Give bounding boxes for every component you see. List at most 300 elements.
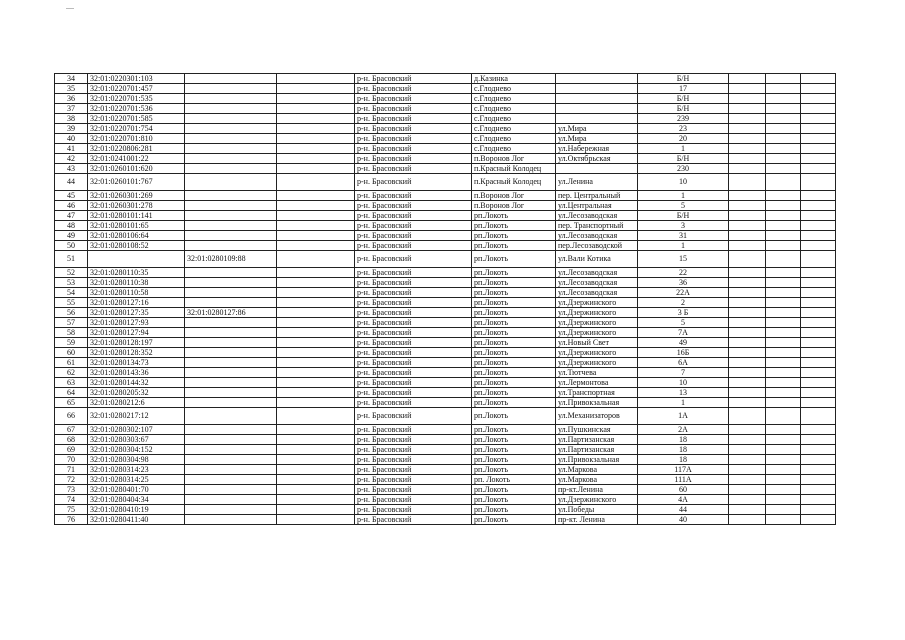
district: р-н. Брасовский bbox=[355, 84, 472, 94]
empty-cell bbox=[277, 515, 355, 525]
locality: с.Глоднево bbox=[472, 144, 556, 154]
empty-cell bbox=[729, 174, 766, 191]
district: р-н. Брасовский bbox=[355, 398, 472, 408]
empty-cell bbox=[729, 231, 766, 241]
street bbox=[556, 104, 638, 114]
house-number: Б/Н bbox=[638, 74, 729, 84]
table-row bbox=[55, 465, 836, 475]
row-number: 57 bbox=[55, 318, 88, 328]
empty-cell bbox=[729, 241, 766, 251]
house-number: 1 bbox=[638, 191, 729, 201]
empty-cell bbox=[277, 221, 355, 231]
empty-cell bbox=[277, 134, 355, 144]
empty-cell bbox=[801, 268, 836, 278]
house-number: 36 bbox=[638, 278, 729, 288]
empty-cell bbox=[729, 164, 766, 174]
table-row bbox=[55, 455, 836, 465]
house-number: 2А bbox=[638, 425, 729, 435]
table-row bbox=[55, 201, 836, 211]
street: ул.Дзержинского bbox=[556, 495, 638, 505]
table-row bbox=[55, 231, 836, 241]
empty-cell bbox=[729, 288, 766, 298]
row-number: 58 bbox=[55, 328, 88, 338]
empty-cell bbox=[766, 164, 801, 174]
empty-cell bbox=[277, 358, 355, 368]
street: ул.Маркова bbox=[556, 475, 638, 485]
cadastral-number-alt bbox=[185, 475, 277, 485]
empty-cell bbox=[277, 445, 355, 455]
row-number: 65 bbox=[55, 398, 88, 408]
empty-cell bbox=[277, 114, 355, 124]
locality: рп.Локоть bbox=[472, 505, 556, 515]
empty-cell bbox=[729, 74, 766, 84]
registry-rows bbox=[55, 74, 836, 525]
cadastral-number: 32:01:0220701:536 bbox=[88, 104, 185, 114]
empty-cell bbox=[801, 201, 836, 211]
street bbox=[556, 74, 638, 84]
empty-cell bbox=[277, 338, 355, 348]
empty-cell bbox=[801, 174, 836, 191]
table-row bbox=[55, 114, 836, 124]
street: ул.Дзержинского bbox=[556, 348, 638, 358]
cadastral-number: 32:01:0280144:32 bbox=[88, 378, 185, 388]
table-row bbox=[55, 358, 836, 368]
district: р-н. Брасовский bbox=[355, 231, 472, 241]
street: ул.Лесозаводская bbox=[556, 288, 638, 298]
empty-cell bbox=[277, 84, 355, 94]
district: р-н. Брасовский bbox=[355, 455, 472, 465]
row-number: 71 bbox=[55, 465, 88, 475]
empty-cell bbox=[277, 465, 355, 475]
empty-cell bbox=[801, 455, 836, 465]
cadastral-number-alt bbox=[185, 425, 277, 435]
cadastral-number: 32:01:0260101:767 bbox=[88, 174, 185, 191]
street: ул.Пушкинская bbox=[556, 425, 638, 435]
empty-cell bbox=[801, 338, 836, 348]
district: р-н. Брасовский bbox=[355, 378, 472, 388]
district: р-н. Брасовский bbox=[355, 298, 472, 308]
cadastral-number: 32:01:0220806:281 bbox=[88, 144, 185, 154]
row-number: 42 bbox=[55, 154, 88, 164]
street: ул.Лесозаводская bbox=[556, 211, 638, 221]
empty-cell bbox=[801, 318, 836, 328]
row-number: 34 bbox=[55, 74, 88, 84]
district: р-н. Брасовский bbox=[355, 425, 472, 435]
district: р-н. Брасовский bbox=[355, 191, 472, 201]
locality: рп.Локоть bbox=[472, 378, 556, 388]
street: ул.Механизаторов bbox=[556, 408, 638, 425]
locality: п.Красный Колодец bbox=[472, 164, 556, 174]
empty-cell bbox=[801, 388, 836, 398]
row-number: 44 bbox=[55, 174, 88, 191]
table-row bbox=[55, 378, 836, 388]
empty-cell bbox=[801, 114, 836, 124]
empty-cell bbox=[766, 515, 801, 525]
row-number: 45 bbox=[55, 191, 88, 201]
row-number: 62 bbox=[55, 368, 88, 378]
empty-cell bbox=[801, 154, 836, 164]
district: р-н. Брасовский bbox=[355, 288, 472, 298]
district: р-н. Брасовский bbox=[355, 124, 472, 134]
empty-cell bbox=[277, 425, 355, 435]
district: р-н. Брасовский bbox=[355, 348, 472, 358]
empty-cell bbox=[729, 445, 766, 455]
empty-cell bbox=[801, 104, 836, 114]
district: р-н. Брасовский bbox=[355, 475, 472, 485]
empty-cell bbox=[766, 398, 801, 408]
cadastral-number-alt bbox=[185, 368, 277, 378]
row-number: 63 bbox=[55, 378, 88, 388]
house-number: 13 bbox=[638, 388, 729, 398]
table-row bbox=[55, 495, 836, 505]
locality: рп.Локоть bbox=[472, 368, 556, 378]
street: ул.Набережная bbox=[556, 144, 638, 154]
empty-cell bbox=[801, 74, 836, 84]
street bbox=[556, 164, 638, 174]
empty-cell bbox=[801, 231, 836, 241]
table-row bbox=[55, 268, 836, 278]
cadastral-number-alt bbox=[185, 378, 277, 388]
street bbox=[556, 114, 638, 124]
cadastral-number-alt bbox=[185, 338, 277, 348]
cadastral-number bbox=[88, 251, 185, 268]
street: ул.Партизанская bbox=[556, 445, 638, 455]
row-number: 61 bbox=[55, 358, 88, 368]
empty-cell bbox=[766, 94, 801, 104]
cadastral-number: 32:01:0280127:94 bbox=[88, 328, 185, 338]
street: пр-кт. Ленина bbox=[556, 515, 638, 525]
street: ул.Победы bbox=[556, 505, 638, 515]
empty-cell bbox=[766, 408, 801, 425]
empty-cell bbox=[729, 201, 766, 211]
empty-cell bbox=[801, 211, 836, 221]
empty-cell bbox=[277, 495, 355, 505]
empty-cell bbox=[801, 435, 836, 445]
table-row bbox=[55, 288, 836, 298]
district: р-н. Брасовский bbox=[355, 435, 472, 445]
cadastral-number: 32:01:0280127:35 bbox=[88, 308, 185, 318]
table-row bbox=[55, 251, 836, 268]
row-number: 67 bbox=[55, 425, 88, 435]
street: ул.Транспортная bbox=[556, 388, 638, 398]
district: р-н. Брасовский bbox=[355, 134, 472, 144]
cadastral-number: 32:01:0280101:65 bbox=[88, 221, 185, 231]
empty-cell bbox=[766, 241, 801, 251]
locality: рп.Локоть bbox=[472, 485, 556, 495]
row-number: 54 bbox=[55, 288, 88, 298]
empty-cell bbox=[801, 445, 836, 455]
empty-cell bbox=[729, 318, 766, 328]
empty-cell bbox=[766, 154, 801, 164]
house-number: 10 bbox=[638, 174, 729, 191]
table-row bbox=[55, 348, 836, 358]
house-number: 22А bbox=[638, 288, 729, 298]
district: р-н. Брасовский bbox=[355, 465, 472, 475]
empty-cell bbox=[277, 308, 355, 318]
locality: рп.Локоть bbox=[472, 515, 556, 525]
district: р-н. Брасовский bbox=[355, 154, 472, 164]
empty-cell bbox=[801, 251, 836, 268]
house-number: 111А bbox=[638, 475, 729, 485]
house-number: 18 bbox=[638, 435, 729, 445]
empty-cell bbox=[766, 445, 801, 455]
table-row bbox=[55, 174, 836, 191]
registry-table bbox=[54, 73, 836, 525]
table-row bbox=[55, 74, 836, 84]
table-row bbox=[55, 475, 836, 485]
cadastral-number-alt bbox=[185, 241, 277, 251]
street: ул.Октябрьская bbox=[556, 154, 638, 164]
house-number: 15 bbox=[638, 251, 729, 268]
table-row bbox=[55, 398, 836, 408]
scan-mark bbox=[66, 8, 74, 9]
empty-cell bbox=[801, 408, 836, 425]
empty-cell bbox=[766, 338, 801, 348]
empty-cell bbox=[277, 398, 355, 408]
row-number: 70 bbox=[55, 455, 88, 465]
street bbox=[556, 84, 638, 94]
house-number: Б/Н bbox=[638, 94, 729, 104]
empty-cell bbox=[729, 378, 766, 388]
locality: п.Воронов Лог bbox=[472, 154, 556, 164]
locality: рп.Локоть bbox=[472, 328, 556, 338]
table-row bbox=[55, 425, 836, 435]
table-row bbox=[55, 94, 836, 104]
district: р-н. Брасовский bbox=[355, 201, 472, 211]
empty-cell bbox=[277, 505, 355, 515]
locality: с.Глоднево bbox=[472, 124, 556, 134]
cadastral-number-alt bbox=[185, 164, 277, 174]
locality: рп.Локоть bbox=[472, 455, 556, 465]
table-row bbox=[55, 445, 836, 455]
empty-cell bbox=[766, 251, 801, 268]
cadastral-number-alt bbox=[185, 445, 277, 455]
locality: рп.Локоть bbox=[472, 435, 556, 445]
row-number: 69 bbox=[55, 445, 88, 455]
empty-cell bbox=[729, 134, 766, 144]
cadastral-number-alt bbox=[185, 318, 277, 328]
empty-cell bbox=[801, 425, 836, 435]
cadastral-number: 32:01:0280304:152 bbox=[88, 445, 185, 455]
row-number: 68 bbox=[55, 435, 88, 445]
row-number: 35 bbox=[55, 84, 88, 94]
cadastral-number-alt bbox=[185, 114, 277, 124]
row-number: 66 bbox=[55, 408, 88, 425]
empty-cell bbox=[766, 505, 801, 515]
empty-cell bbox=[277, 455, 355, 465]
empty-cell bbox=[277, 298, 355, 308]
empty-cell bbox=[277, 318, 355, 328]
row-number: 75 bbox=[55, 505, 88, 515]
table-row bbox=[55, 144, 836, 154]
locality: с.Глоднево bbox=[472, 104, 556, 114]
house-number: 1 bbox=[638, 398, 729, 408]
empty-cell bbox=[729, 94, 766, 104]
empty-cell bbox=[729, 144, 766, 154]
locality: рп.Локоть bbox=[472, 251, 556, 268]
cadastral-number-alt bbox=[185, 74, 277, 84]
locality: рп.Локоть bbox=[472, 318, 556, 328]
empty-cell bbox=[766, 465, 801, 475]
district: р-н. Брасовский bbox=[355, 318, 472, 328]
locality: д.Казинка bbox=[472, 74, 556, 84]
row-number: 41 bbox=[55, 144, 88, 154]
street: ул.Новый Свет bbox=[556, 338, 638, 348]
cadastral-number: 32:01:0220701:535 bbox=[88, 94, 185, 104]
empty-cell bbox=[766, 435, 801, 445]
street: ул.Дзержинского bbox=[556, 358, 638, 368]
empty-cell bbox=[277, 124, 355, 134]
cadastral-number-alt bbox=[185, 288, 277, 298]
cadastral-number: 32:01:0280110:38 bbox=[88, 278, 185, 288]
empty-cell bbox=[729, 505, 766, 515]
empty-cell bbox=[801, 308, 836, 318]
empty-cell bbox=[277, 164, 355, 174]
cadastral-number: 32:01:0280217:12 bbox=[88, 408, 185, 425]
house-number: 31 bbox=[638, 231, 729, 241]
house-number: Б/Н bbox=[638, 154, 729, 164]
street: ул.Маркова bbox=[556, 465, 638, 475]
empty-cell bbox=[766, 231, 801, 241]
empty-cell bbox=[801, 241, 836, 251]
empty-cell bbox=[729, 328, 766, 338]
cadastral-number-alt bbox=[185, 174, 277, 191]
cadastral-number-alt: 32:01:0280109:88 bbox=[185, 251, 277, 268]
street: пер. Центральный bbox=[556, 191, 638, 201]
street: ул.Вали Котика bbox=[556, 251, 638, 268]
empty-cell bbox=[766, 388, 801, 398]
empty-cell bbox=[801, 515, 836, 525]
empty-cell bbox=[277, 94, 355, 104]
empty-cell bbox=[277, 268, 355, 278]
district: р-н. Брасовский bbox=[355, 268, 472, 278]
empty-cell bbox=[801, 221, 836, 231]
cadastral-number-alt bbox=[185, 134, 277, 144]
district: р-н. Брасовский bbox=[355, 358, 472, 368]
locality: рп.Локоть bbox=[472, 358, 556, 368]
district: р-н. Брасовский bbox=[355, 515, 472, 525]
empty-cell bbox=[277, 328, 355, 338]
cadastral-number: 32:01:0280110:35 bbox=[88, 268, 185, 278]
empty-cell bbox=[766, 124, 801, 134]
empty-cell bbox=[801, 94, 836, 104]
empty-cell bbox=[801, 278, 836, 288]
table-row bbox=[55, 154, 836, 164]
empty-cell bbox=[766, 298, 801, 308]
street: ул.Привокзальная bbox=[556, 455, 638, 465]
empty-cell bbox=[766, 318, 801, 328]
table-row bbox=[55, 221, 836, 231]
table-row bbox=[55, 191, 836, 201]
empty-cell bbox=[729, 455, 766, 465]
house-number: 40 bbox=[638, 515, 729, 525]
house-number: 4А bbox=[638, 495, 729, 505]
district: р-н. Брасовский bbox=[355, 445, 472, 455]
locality: рп.Локоть bbox=[472, 338, 556, 348]
district: р-н. Брасовский bbox=[355, 308, 472, 318]
empty-cell bbox=[801, 124, 836, 134]
empty-cell bbox=[801, 84, 836, 94]
cadastral-number-alt bbox=[185, 435, 277, 445]
empty-cell bbox=[801, 495, 836, 505]
locality: рп.Локоть bbox=[472, 388, 556, 398]
house-number: 10 bbox=[638, 378, 729, 388]
cadastral-number: 32:01:0280303:67 bbox=[88, 435, 185, 445]
locality: с.Глоднево bbox=[472, 114, 556, 124]
cadastral-number: 32:01:0280205:32 bbox=[88, 388, 185, 398]
empty-cell bbox=[801, 164, 836, 174]
district: р-н. Брасовский bbox=[355, 338, 472, 348]
locality: п.Воронов Лог bbox=[472, 191, 556, 201]
empty-cell bbox=[766, 201, 801, 211]
house-number: 49 bbox=[638, 338, 729, 348]
street: ул.Центральная bbox=[556, 201, 638, 211]
empty-cell bbox=[277, 201, 355, 211]
house-number: 23 bbox=[638, 124, 729, 134]
house-number: 17 bbox=[638, 84, 729, 94]
table-row bbox=[55, 134, 836, 144]
row-number: 36 bbox=[55, 94, 88, 104]
cadastral-number: 32:01:0280404:34 bbox=[88, 495, 185, 505]
cadastral-number: 32:01:0280314:25 bbox=[88, 475, 185, 485]
cadastral-number: 32:01:0220701:585 bbox=[88, 114, 185, 124]
empty-cell bbox=[801, 368, 836, 378]
row-number: 56 bbox=[55, 308, 88, 318]
empty-cell bbox=[277, 191, 355, 201]
cadastral-number-alt bbox=[185, 505, 277, 515]
cadastral-number: 32:01:0260101:620 bbox=[88, 164, 185, 174]
district: р-н. Брасовский bbox=[355, 241, 472, 251]
empty-cell bbox=[766, 268, 801, 278]
cadastral-number-alt bbox=[185, 211, 277, 221]
row-number: 52 bbox=[55, 268, 88, 278]
cadastral-number: 32:01:0280127:16 bbox=[88, 298, 185, 308]
house-number: 18 bbox=[638, 445, 729, 455]
cadastral-number: 32:01:0280127:93 bbox=[88, 318, 185, 328]
house-number: 5 bbox=[638, 318, 729, 328]
street: ул.Дзержинского bbox=[556, 308, 638, 318]
district: р-н. Брасовский bbox=[355, 505, 472, 515]
empty-cell bbox=[277, 154, 355, 164]
empty-cell bbox=[729, 84, 766, 94]
locality: рп.Локоть bbox=[472, 465, 556, 475]
street: ул.Мира bbox=[556, 124, 638, 134]
house-number: 239 bbox=[638, 114, 729, 124]
cadastral-number-alt bbox=[185, 485, 277, 495]
locality: п.Воронов Лог bbox=[472, 201, 556, 211]
table-row bbox=[55, 515, 836, 525]
empty-cell bbox=[277, 174, 355, 191]
cadastral-number: 32:01:0280108:52 bbox=[88, 241, 185, 251]
row-number: 48 bbox=[55, 221, 88, 231]
row-number: 38 bbox=[55, 114, 88, 124]
empty-cell bbox=[766, 74, 801, 84]
empty-cell bbox=[766, 114, 801, 124]
table-row bbox=[55, 124, 836, 134]
empty-cell bbox=[277, 211, 355, 221]
district: р-н. Брасовский bbox=[355, 368, 472, 378]
empty-cell bbox=[277, 378, 355, 388]
cadastral-number: 32:01:0280212:6 bbox=[88, 398, 185, 408]
district: р-н. Брасовский bbox=[355, 144, 472, 154]
cadastral-number-alt bbox=[185, 191, 277, 201]
empty-cell bbox=[277, 278, 355, 288]
empty-cell bbox=[277, 388, 355, 398]
empty-cell bbox=[729, 114, 766, 124]
house-number: 16Б bbox=[638, 348, 729, 358]
street: пр-кт.Ленина bbox=[556, 485, 638, 495]
row-number: 49 bbox=[55, 231, 88, 241]
